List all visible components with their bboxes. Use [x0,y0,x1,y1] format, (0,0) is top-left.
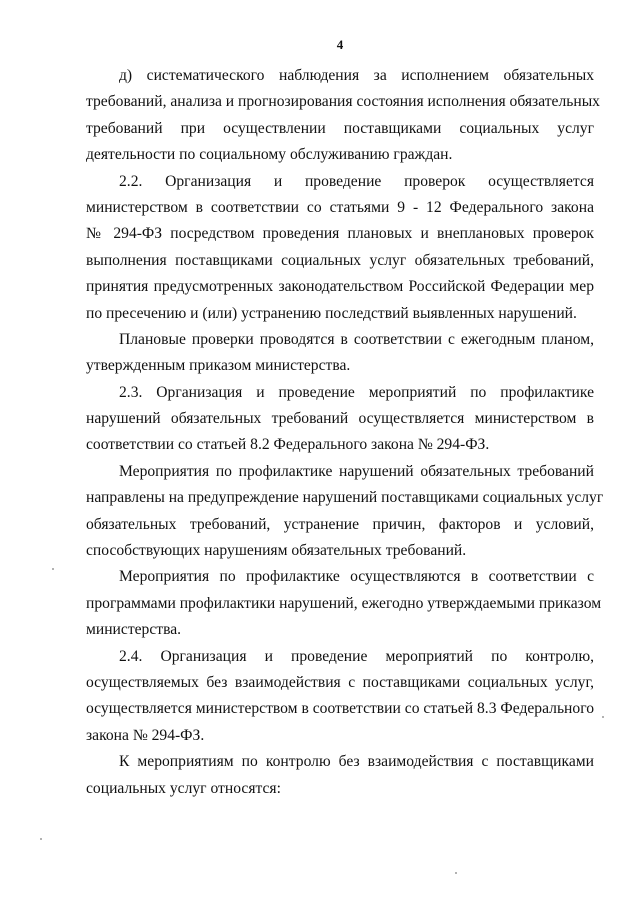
text-line: Мероприятия по профилактике осуществляются в соответствии с [119,568,594,586]
page-number: 4 [336,37,344,52]
text-line: закона № 294-ФЗ. [86,726,205,744]
paragraph-control-measures [86,749,594,802]
text-line: по пресечению и (или) устранению последствий выявленных нарушений. [86,304,577,322]
text-line: утвержденным приказом министерства. [86,357,351,375]
document-body [86,63,604,802]
text-line: № 294-ФЗ посредством проведения плановых и внеплановых проверок [86,225,594,243]
text-line: обязательных требований, устранение причин, факторов и условий, [86,515,594,533]
text-line: 2.2. Организация и проведение проверок осуществляется [119,172,594,190]
text-line: осуществляется министерством в соответствии со статьей 8.3 Федерального [86,700,594,718]
text-line: требований, анализа и прогнозирования состояния исполнения обязательных [86,93,600,111]
text-line: д) систематического наблюдения за исполнением обязательных [119,67,594,84]
paragraph-section-2-3 [86,380,594,459]
text-line: направлены на предупреждение нарушений поставщиками социальных услуг [86,489,604,507]
paragraph-prevention-measures [86,459,604,565]
text-line: выполнения поставщиками социальных услуг обязательных требований, [86,251,594,269]
text-line: социальных услуг относятся: [86,779,281,797]
text-line: министерства. [86,621,182,639]
text-line: деятельности по социальному обслуживанию граждан. [86,146,453,164]
text-line: осуществляемых без взаимодействия с поставщиками социальных услуг, [86,673,594,691]
paragraph-item-d [86,63,600,169]
scan-speck [40,838,42,840]
paragraph-prevention-programs [86,564,602,643]
text-line: Мероприятия по профилактике нарушений обязательных требований [119,462,594,480]
text-line: программами профилактики нарушений, ежегодно утверждаемыми приказом [86,594,602,612]
paragraph-section-2-4 [86,644,594,750]
paragraph-planned-inspections [86,327,594,380]
scan-speck [52,568,54,570]
scan-speck [455,872,457,874]
text-line: нарушений обязательных требований осуществляется министерством в [86,410,594,428]
text-line: требований при осуществлении поставщиками социальных услуг [86,119,594,137]
paragraph-section-2-2 [86,169,594,327]
text-line: соответствии со статьей 8.2 Федерального закона № 294-ФЗ. [86,436,490,454]
text-line: министерством в соответствии со статьями 9 - 12 Федерального закона [86,198,594,216]
text-line: способствующих нарушениям обязательных требований. [86,542,467,560]
text-line: К мероприятиям по контролю без взаимодействия с поставщиками [119,753,594,771]
text-line: 2.4. Организация и проведение мероприятий по контролю, [119,647,594,665]
text-line: 2.3. Организация и проведение мероприятий по профилактике [119,383,594,401]
text-line: принятия предусмотренных законодательством Российской Федерации мер [86,278,594,296]
scan-speck [602,716,604,718]
text-line: Плановые проверки проводятся в соответствии с ежегодным планом, [119,330,594,348]
